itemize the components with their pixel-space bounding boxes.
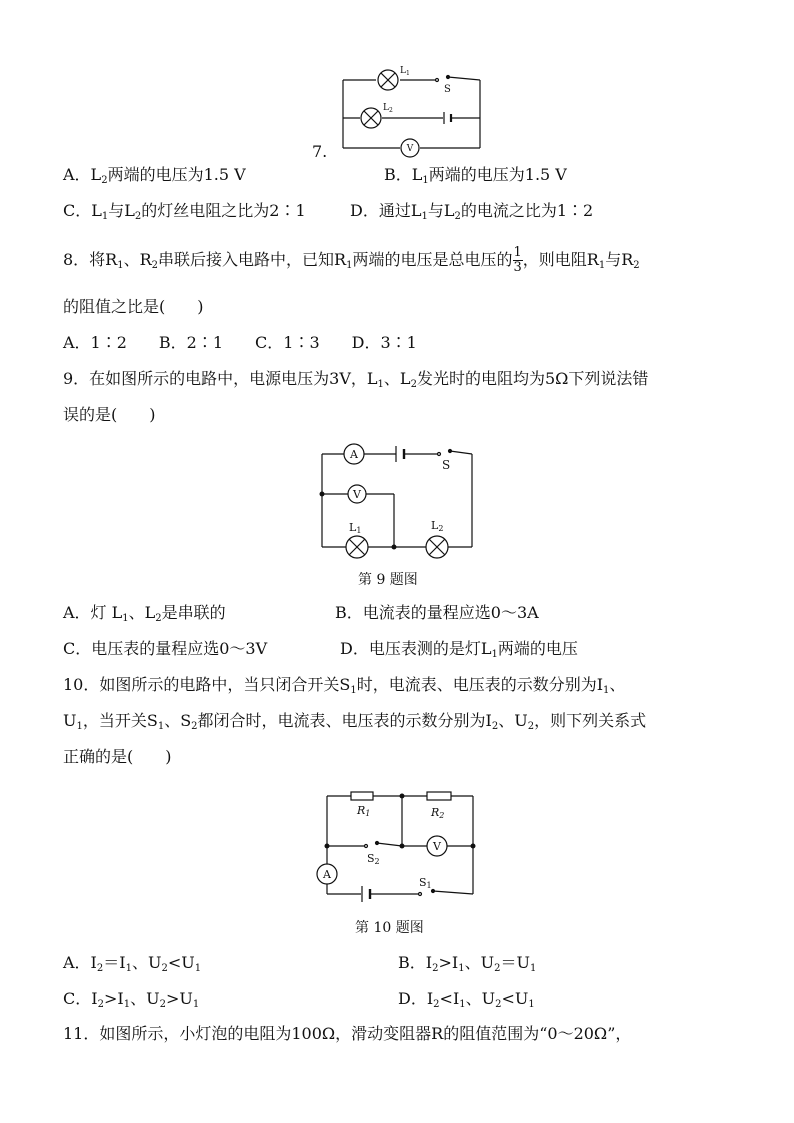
- lamp-l1-icon: [378, 70, 398, 90]
- lamp-l1-icon: [346, 536, 368, 558]
- switch-s-icon: [436, 76, 450, 82]
- q9-option-b: B．电流表的量程应选0～3A: [335, 603, 539, 622]
- q7-option-d: D．通过$L_1$与$L_2$的电流之比为1∶2: [350, 201, 594, 222]
- q8-stem-line2: 的阻值之比是( ): [63, 297, 204, 316]
- q10-stem-line2: $U_1$，当开关$S_1$、$S_2$都闭合时，电流表、电压表的示数分别为$I_2$、$U_2$，则下列关系式: [63, 711, 647, 732]
- q10-figure-caption: 第 10 题图: [355, 920, 424, 936]
- q10-label-a: A: [323, 868, 331, 881]
- q9-option-c: C．电压表的量程应选0～3V: [63, 639, 268, 658]
- q9-label-v: V: [353, 488, 361, 501]
- q9-option-a: A．灯 $L_1$、$L_2$是串联的: [63, 603, 226, 624]
- battery-icon: [362, 886, 370, 902]
- switch-s1-icon: [419, 890, 435, 896]
- lamp-l2-icon: [426, 536, 448, 558]
- q9-label-l1: L1: [349, 521, 362, 535]
- q9-label-s: S: [442, 458, 451, 472]
- battery-icon: [444, 112, 451, 124]
- q9-stem-line1: 9．在如图所示的电路中，电源电压为3V，$L_1$、$L_2$发光时的电阻均为5Ω下列说法错: [63, 369, 649, 390]
- q7-option-b: B．$L_1$两端的电压为1.5 V: [384, 165, 567, 186]
- switch-s2-icon: [365, 842, 379, 848]
- q7-label-l1: $L_1$: [400, 66, 410, 77]
- q10-stem-line3: 正确的是( ): [63, 747, 172, 766]
- q10-label-v: V: [433, 840, 441, 853]
- battery-icon: [396, 446, 404, 462]
- q10-option-d: D．$I_2<I_1$、$U_2<U_1$: [398, 989, 535, 1010]
- q9-label-l2: L2: [431, 519, 444, 533]
- q10-circuit-figure: [315, 788, 485, 898]
- q7-circuit-figure: [340, 65, 500, 155]
- q8-options: A．1∶2 B．2∶1 C．1∶3 D．3∶1: [63, 333, 417, 352]
- q9-circuit-figure: [316, 440, 486, 560]
- q9-label-a: A: [350, 448, 358, 461]
- q7-label-s: S: [444, 84, 451, 95]
- q10-option-c: C．$I_2>I_1$、$U_2>U_1$: [63, 989, 200, 1010]
- q10-label-r1: R1: [357, 804, 371, 818]
- resistor-r2-icon: [427, 792, 451, 800]
- q7-option-c: C．$L_1$与$L_2$的灯丝电阻之比为2∶1: [63, 201, 306, 222]
- q10-label-s2: S2: [367, 852, 380, 866]
- q10-stem-line1: 10．如图所示的电路中，当只闭合开关$S_1$时，电流表、电压表的示数分别为$I_1$、: [63, 675, 626, 696]
- q11-stem-line1: 11．如图所示，小灯泡的电阻为100Ω，滑动变阻器R的阻值范围为“0～20Ω”，: [63, 1024, 632, 1043]
- q7-label-v: V: [406, 144, 414, 154]
- q10-label-s1: S1: [419, 876, 432, 890]
- q10-option-b: B．$I_2>I_1$、$U_2=U_1$: [398, 953, 537, 974]
- q9-figure-caption: 第 9 题图: [358, 572, 418, 588]
- q7-option-a: A．$L_2$两端的电压为1.5 V: [63, 165, 246, 186]
- q9-stem-line2: 误的是( ): [63, 405, 156, 424]
- resistor-r1-icon: [351, 792, 373, 800]
- q8-stem-line1: 8．将$R_1$、$R_2$串联后接入电路中，已知$R_1$两端的电压是总电压的 $\frac{1}{3}$ ，则电阻$R_1$与$R_2$: [63, 245, 640, 275]
- q7-number: 7.: [312, 142, 328, 161]
- q10-label-r2: R2: [431, 806, 445, 820]
- q10-option-a: A．$I_2=I_1$、$U_2<U_1$: [63, 953, 202, 974]
- lamp-l2-icon: [361, 108, 381, 128]
- q9-option-d: D．电压表测的是灯$L_1$两端的电压: [340, 639, 578, 660]
- switch-s-icon: [438, 450, 452, 456]
- q8-fraction: $\frac{1}{3}$: [513, 245, 522, 275]
- q7-label-l2: $L_2$: [383, 103, 393, 114]
